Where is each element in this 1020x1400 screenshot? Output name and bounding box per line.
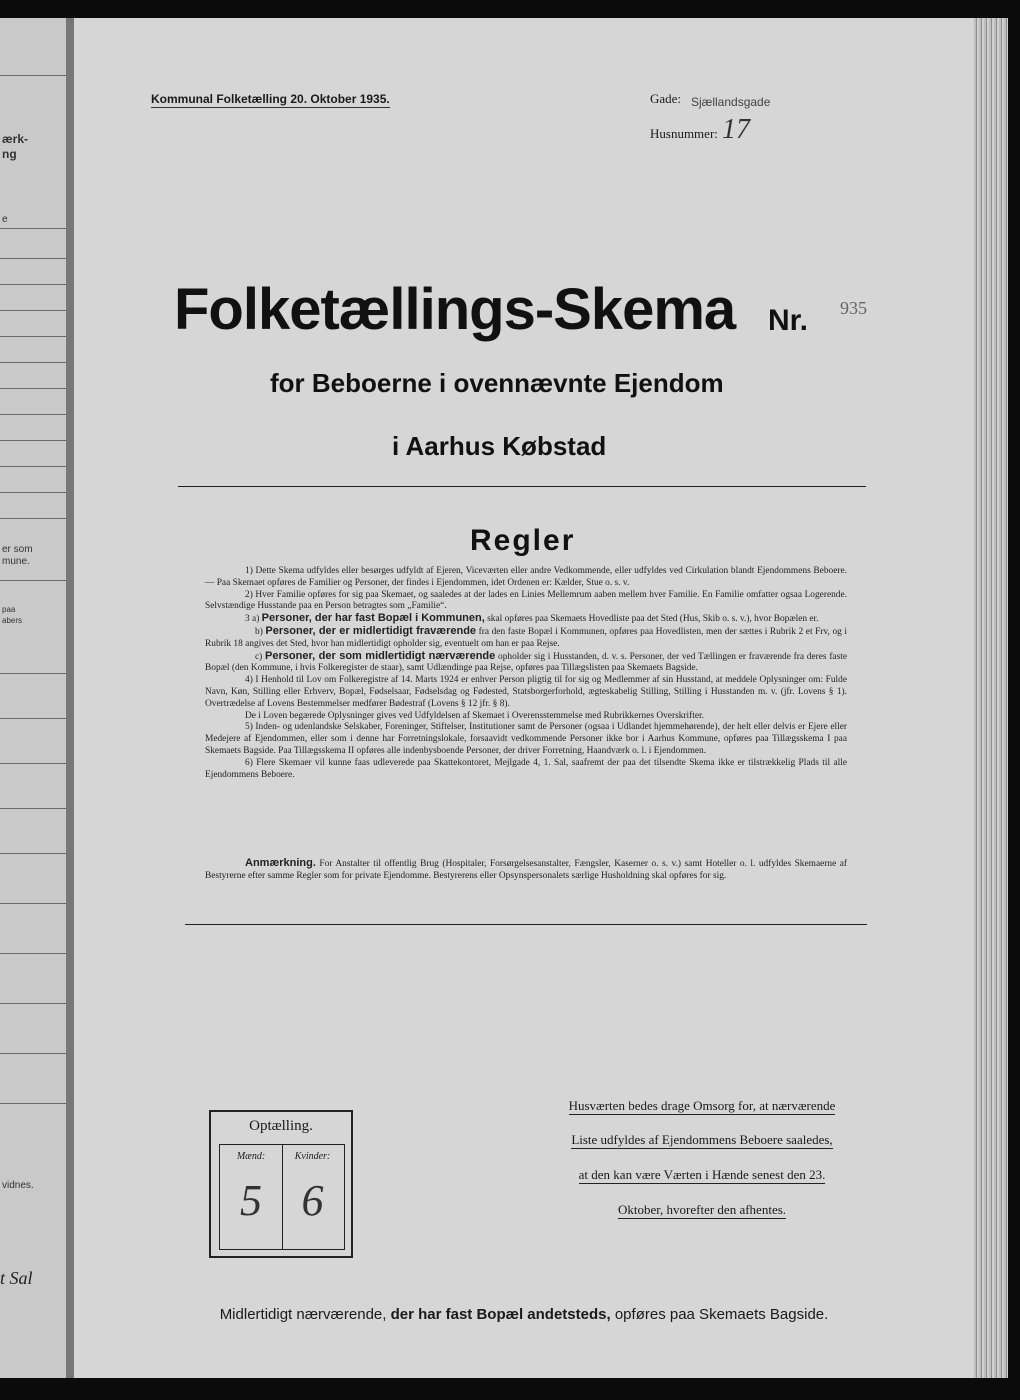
left-page-rule (0, 440, 66, 441)
landlord-note-text: Oktober, hvorefter den afhentes. (617, 1202, 787, 1217)
left-page-rule (0, 1103, 66, 1104)
husnummer-value: 17 (722, 114, 750, 145)
left-page-rule (0, 258, 66, 259)
rule-3c-text: opholder sig i Husstanden, d. v. s. Personer, der ved Tællingen er fraværende fra deres faste Bopæl (den Kommune, i hvis Folkeregister de staar), samt Udlændinge paa Rejse, opføres paa Tillægslisten paa Skemaets Bagside. (205, 651, 848, 674)
rule-6: 6) Flere Skemaer vil kunne faas udleverede paa Skattekontoret, Mejlgade 4, 1. Sal, saafremt der paa det tilsendte Skema ikke er tilstrækkelig Plads til alle Ejendommens Beboere. (205, 757, 847, 780)
left-page-handwriting: t Sal (0, 1268, 33, 1288)
rules-text (205, 566, 847, 781)
left-page-rule (0, 673, 66, 674)
left-page-rule (0, 310, 66, 311)
count-title: Optælling. (249, 1118, 313, 1134)
gade-label: Gade: (650, 91, 682, 106)
left-page-rule (0, 388, 66, 389)
left-page-fragment: abers (2, 616, 23, 625)
left-page-rule (0, 1003, 66, 1004)
rule-3c-lead: c) (255, 651, 263, 662)
left-page-rule (0, 718, 66, 719)
rule-4b: De i Loven begærede Oplysninger gives ved Udfyldelsen af Skemaet i Overensstemmelse med Rubrikkernes Overskrifter. (245, 710, 704, 721)
rule-5: 5) Inden- og udenlandske Selskaber, Foreninger, Stiftelser, Institutioner samt de Personer (ogsaa i Udlandet hjemmehørende), der helt eller delvis er Ejere eller Medejere af Ejendommen, eller som i denne har Forretningslokale, forsaavidt vedkommende Personer ikke bor i Aarhus Kommune, opføres paa Tillægsskema I paa Skemaets Bagside. Paa Tillægsskema II opføres alle indenbysboende Personer, der driver Forretning, Haandværk o. l. i Ejendommen. (205, 722, 847, 756)
left-page-rule (0, 362, 66, 363)
footer-part1: Midlertidigt nærværende, (219, 1306, 387, 1323)
count-women-value: 6 (301, 1176, 324, 1225)
annotation-text: For Anstalter til offentlig Brug (Hospitaler, Forsørgelsesanstalter, Fængsler, Kaserner o. s. v.) samt Hoteller o. l. udfyldes Skemaerne af Bestyrerne efter samme Regler som for private Ejendomme. Bestyrerens eller Opsynspersonalets særlige Husholdning skal opføres for sig. (205, 859, 848, 881)
left-page-fragment: mune. (2, 556, 30, 567)
left-page-rule (0, 763, 66, 764)
form-nr-label: Nr. (768, 304, 809, 337)
footer-part2: der har fast Bopæl andetsteds, (390, 1306, 611, 1323)
divider (185, 924, 867, 925)
count-men-value: 5 (240, 1176, 262, 1225)
left-page-fragment: vidnes. (2, 1180, 34, 1191)
left-page-rule (0, 466, 66, 467)
left-page-fragment: e (2, 214, 8, 225)
rule-3a-lead: 3 a) (245, 614, 260, 625)
rule-1: 1) Dette Skema udfyldes eller besørges udfyldt af Ejeren, Viceværten eller andre Vedkommende, eller udfyldes ved Cirkulation blandt Ejendommens Beboere. — Paa Skemaet opføres de Familier og Personer, der findes i Ejendommen, idet Ordenen er: Kælder, Stue o. s. v. (205, 566, 847, 588)
left-page-fragment: er som (2, 544, 33, 555)
page-edges (974, 18, 1008, 1378)
rule-3b-heading: Personer, der er midlertidigt fraværende (265, 624, 477, 637)
rule-3a-heading: Personer, der har fast Bopæl i Kommunen, (261, 612, 485, 625)
count-column-men (220, 1145, 283, 1249)
count-men-label: Mænd: (236, 1151, 266, 1162)
footer-part3: opføres paa Skemaets Bagside. (614, 1306, 829, 1323)
annotation-heading: Anmærkning. (245, 857, 316, 869)
rule-3b-text: fra den faste Bopæl i Kommunen, opføres paa Hovedlisten, men der sættes i Rubrik 2 et Frv, og i Rubrik 18 angives det Sted, hvor han midlertidigt opholder sig, eventuelt om han er paa Rejse. (205, 626, 848, 649)
rule-3c (205, 651, 847, 676)
left-page-rule (0, 75, 66, 76)
left-page-rule (0, 808, 66, 809)
left-page-rule (0, 414, 66, 415)
landlord-note-line (502, 1098, 902, 1114)
rule-3c-heading: Personer, der som midlertidigt nærværende (265, 649, 496, 662)
left-page-rule (0, 580, 66, 581)
rule-4: 4) I Henhold til Lov om Folkeregistre af 14. Marts 1924 er enhver Person pligtig til for sig og Medlemmer af sin Husstand, at meddele Oplysninger om: Fulde Navn, Køn, Stilling eller Erhverv, Bopæl, Fødselsaar, Fødselsdag og Fødested, Statsborgerforhold, ægteskabelig Stilling, Stilling i Husstanden m. v. (jfr. Lovens § 1). Overtrædelse af Lovens Bestemmelser medfører Bødestraf (Lovens § 12 jfr. § 8). (205, 675, 847, 709)
left-page-fragment: paa (2, 605, 16, 614)
annotation (205, 858, 847, 883)
rules-heading: Regler (470, 524, 576, 557)
census-header: Kommunal Folketælling 20. Oktober 1935. (151, 92, 390, 106)
left-page-rule (0, 903, 66, 904)
count-column-women (282, 1145, 343, 1249)
rule-3b (205, 626, 847, 651)
gade-value: Sjællandsgade (691, 95, 771, 109)
landlord-note-text: Liste udfyldes af Ejendommens Beboere saaledes, (571, 1132, 833, 1147)
count-box (209, 1110, 353, 1258)
count-women-label: Kvinder: (294, 1151, 331, 1162)
landlord-note-text: Husværten bedes drage Omsorg for, at nærværende (568, 1098, 836, 1113)
rule-3b-lead: b) (255, 626, 263, 637)
left-page-rule (0, 518, 66, 519)
census-form-page (74, 18, 974, 1378)
rule-3a-text: skal opføres paa Skemaets Hovedliste paa det Sted (Hus, Skib o. s. v.), hvor Bopælen er. (487, 614, 819, 625)
left-page-rule (0, 1053, 66, 1054)
divider (178, 486, 866, 487)
landlord-note-line (502, 1167, 902, 1183)
left-page-rule (0, 284, 66, 285)
left-page-fragment: ng (2, 147, 17, 161)
form-subtitle-city: i Aarhus Købstad (392, 431, 607, 461)
form-nr-stamp: 935 (840, 298, 867, 318)
landlord-note-line (502, 1132, 902, 1148)
rule-2: 2) Hver Familie opføres for sig paa Skemaet, og saaledes at der lades en Linies Mellemrum aaben mellem hver Familie. En Familie omfatter ogsaa Logerende. Selvstændige Husstande paa en Person betragtes som „Familie“. (205, 589, 847, 612)
left-page-rule (0, 336, 66, 337)
count-table (219, 1144, 345, 1250)
landlord-note-text: at den kan være Værten i Hænde senest den 23. (578, 1167, 826, 1182)
landlord-note-line (502, 1202, 902, 1218)
footer-note (74, 1306, 974, 1323)
form-title: Folketællings-Skema (174, 277, 736, 342)
left-page-strip (0, 18, 66, 1378)
left-page-rule (0, 228, 66, 229)
left-page-rule (0, 953, 66, 954)
book-gutter (66, 18, 74, 1378)
left-page-fragment: ærk- (2, 132, 29, 146)
husnummer-label: Husnummer: (650, 126, 718, 141)
left-page-rule (0, 492, 66, 493)
form-subtitle: for Beboerne i ovennævnte Ejendom (270, 368, 724, 398)
left-page-rule (0, 853, 66, 854)
